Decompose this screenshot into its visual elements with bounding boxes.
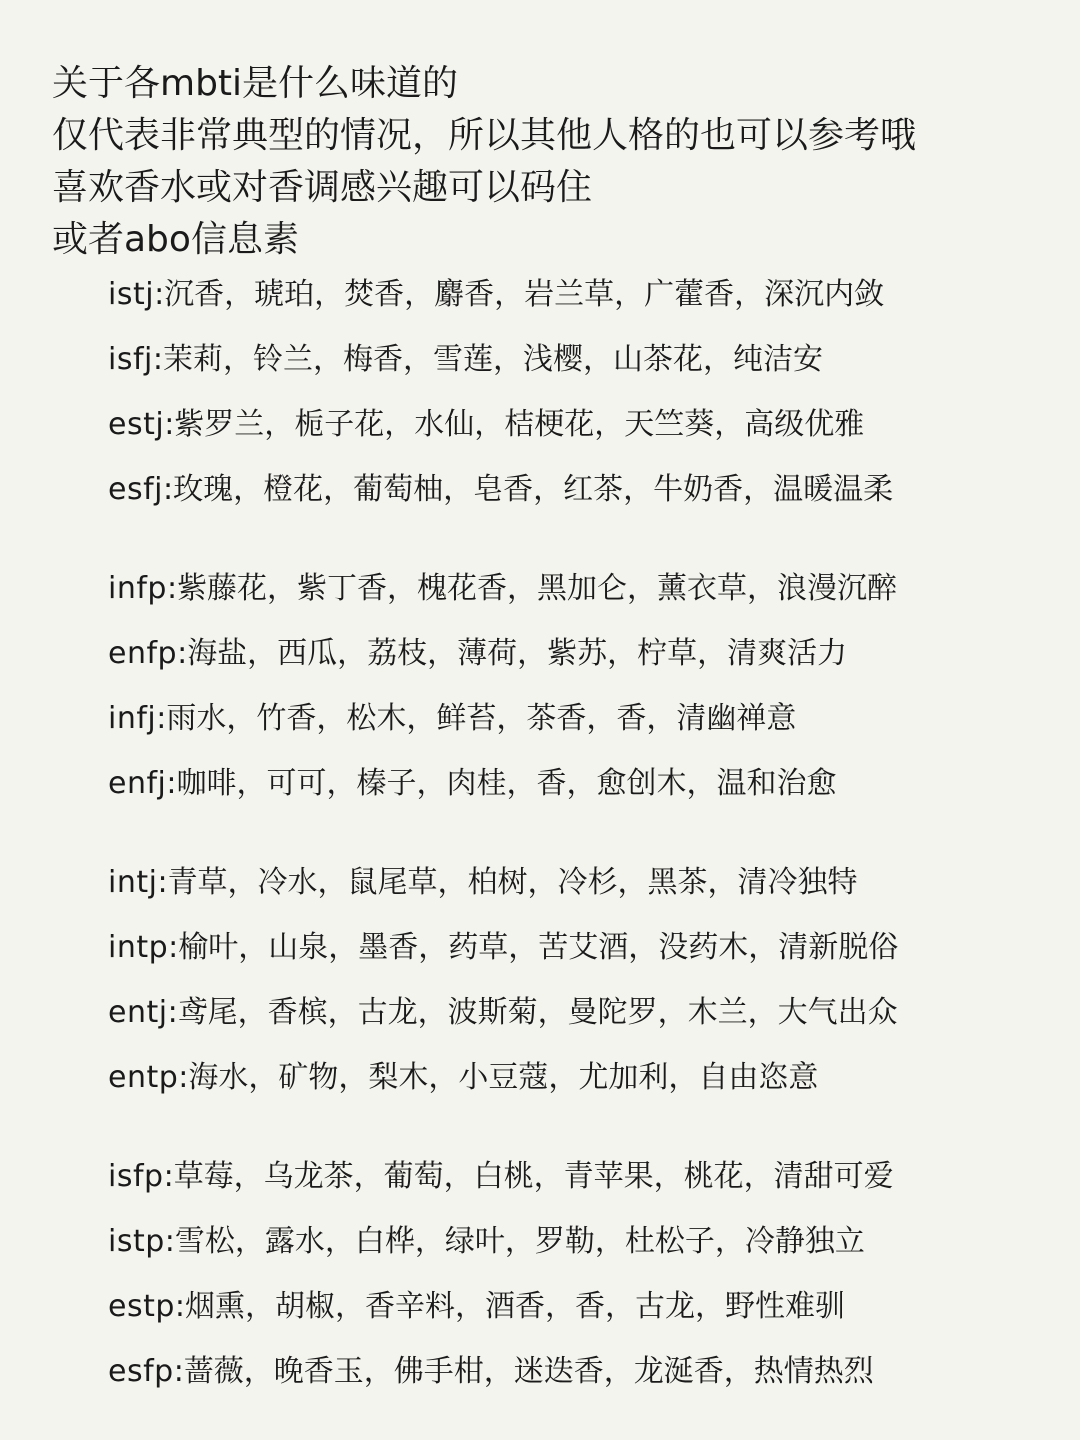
- scent-notes: 咖啡，可可，榛子，肉桂，香，愈创木，温和治愈: [176, 766, 837, 801]
- mbti-type: istj: [108, 277, 155, 312]
- mbti-type: isfj: [108, 342, 153, 377]
- mbti-type: infp: [108, 571, 167, 606]
- scent-notes: 海盐，西瓜，荔枝，薄荷，紫苏，柠草，清爽活力: [187, 636, 848, 671]
- header-note: 喜欢香水或对香调感兴趣可以码住: [52, 167, 593, 208]
- header-note: 仅代表非常典型的情况，所以其他人格的也可以参考哦: [52, 115, 917, 156]
- list-item: infp:紫藤花，紫丁香，槐花香，黑加仑，薰衣草，浪漫沉醉: [108, 571, 898, 606]
- list-item: entp:海水，矿物，梨木，小豆蔻，尤加利，自由恣意: [108, 1060, 819, 1095]
- mbti-type: intp: [108, 930, 169, 965]
- mbti-type: entp: [108, 1060, 179, 1095]
- header-title: 关于各mbti是什么味道的: [52, 63, 459, 104]
- intro-header: [52, 58, 1052, 266]
- list-item: estp:烟熏，胡椒，香辛料，酒香，香，古龙，野性难驯: [108, 1289, 846, 1324]
- list-item: estj:紫罗兰，栀子花，水仙，桔梗花，天竺葵，高级优雅: [108, 407, 865, 442]
- mbti-type: enfp: [108, 636, 178, 671]
- mbti-type: intj: [108, 865, 158, 900]
- scent-notes: 紫藤花，紫丁香，槐花香，黑加仑，薰衣草，浪漫沉醉: [177, 571, 898, 606]
- scent-notes: 紫罗兰，栀子花，水仙，桔梗花，天竺葵，高级优雅: [174, 407, 865, 442]
- list-item: istp:雪松，露水，白桦，绿叶，罗勒，杜松子，冷静独立: [108, 1224, 865, 1259]
- mbti-type: enfj: [108, 766, 167, 801]
- list-item: intj:青草，冷水，鼠尾草，柏树，冷杉，黑茶，清冷独特: [108, 865, 858, 900]
- mbti-type: isfp: [108, 1159, 164, 1194]
- list-item: esfp:蔷薇，晚香玉，佛手柑，迷迭香，龙涎香，热情热烈: [108, 1354, 874, 1389]
- mbti-type: istp: [108, 1224, 165, 1259]
- mbti-type: esfp: [108, 1354, 174, 1389]
- mbti-group: [108, 850, 1048, 1110]
- list-item: enfj:咖啡，可可，榛子，肉桂，香，愈创木，温和治愈: [108, 766, 837, 801]
- scent-notes: 青草，冷水，鼠尾草，柏树，冷杉，黑茶，清冷独特: [167, 865, 858, 900]
- scent-notes: 烟熏，胡椒，香辛料，酒香，香，古龙，野性难驯: [185, 1289, 846, 1324]
- mbti-type: estp: [108, 1289, 175, 1324]
- scent-notes: 榆叶，山泉，墨香，药草，苦艾酒，没药木，清新脱俗: [178, 930, 899, 965]
- mbti-group: [108, 556, 1048, 816]
- list-item: esfj:玫瑰，橙花，葡萄柚，皂香，红茶，牛奶香，温暖温柔: [108, 472, 894, 507]
- mbti-type: infj: [108, 701, 157, 736]
- list-item: istj:沉香，琥珀，焚香，麝香，岩兰草，广藿香，深沉内敛: [108, 277, 885, 312]
- mbti-scent-list: [108, 262, 1048, 1438]
- list-item: infj:雨水，竹香，松木，鲜苔，茶香，香，清幽禅意: [108, 701, 797, 736]
- scent-notes: 海水，矿物，梨木，小豆蔻，尤加利，自由恣意: [188, 1060, 819, 1095]
- scent-notes: 玫瑰，橙花，葡萄柚，皂香，红茶，牛奶香，温暖温柔: [173, 472, 894, 507]
- scent-notes: 茉莉，铃兰，梅香，雪莲，浅樱，山茶花，纯洁安: [162, 342, 823, 377]
- list-item: enfp:海盐，西瓜，荔枝，薄荷，紫苏，柠草，清爽活力: [108, 636, 848, 671]
- scent-notes: 雪松，露水，白桦，绿叶，罗勒，杜松子，冷静独立: [174, 1224, 865, 1259]
- scent-notes: 鸢尾，香槟，古龙，波斯菊，曼陀罗，木兰，大气出众: [177, 995, 898, 1030]
- scent-notes: 沉香，琥珀，焚香，麝香，岩兰草，广藿香，深沉内敛: [164, 277, 885, 312]
- list-item: intp:榆叶，山泉，墨香，药草，苦艾酒，没药木，清新脱俗: [108, 930, 899, 965]
- mbti-group: [108, 262, 1048, 522]
- list-item: entj:鸢尾，香槟，古龙，波斯菊，曼陀罗，木兰，大气出众: [108, 995, 898, 1030]
- mbti-type: esfj: [108, 472, 163, 507]
- mbti-type: entj: [108, 995, 168, 1030]
- scent-notes: 蔷薇，晚香玉，佛手柑，迷迭香，龙涎香，热情热烈: [183, 1354, 874, 1389]
- mbti-group: [108, 1144, 1048, 1404]
- list-item: isfp:草莓，乌龙茶，葡萄，白桃，青苹果，桃花，清甜可爱: [108, 1159, 894, 1194]
- list-item: isfj:茉莉，铃兰，梅香，雪莲，浅樱，山茶花，纯洁安: [108, 342, 823, 377]
- scent-notes: 草莓，乌龙茶，葡萄，白桃，青苹果，桃花，清甜可爱: [173, 1159, 894, 1194]
- header-note: 或者abo信息素: [52, 219, 299, 260]
- scent-notes: 雨水，竹香，松木，鲜苔，茶香，香，清幽禅意: [166, 701, 797, 736]
- mbti-type: estj: [108, 407, 165, 442]
